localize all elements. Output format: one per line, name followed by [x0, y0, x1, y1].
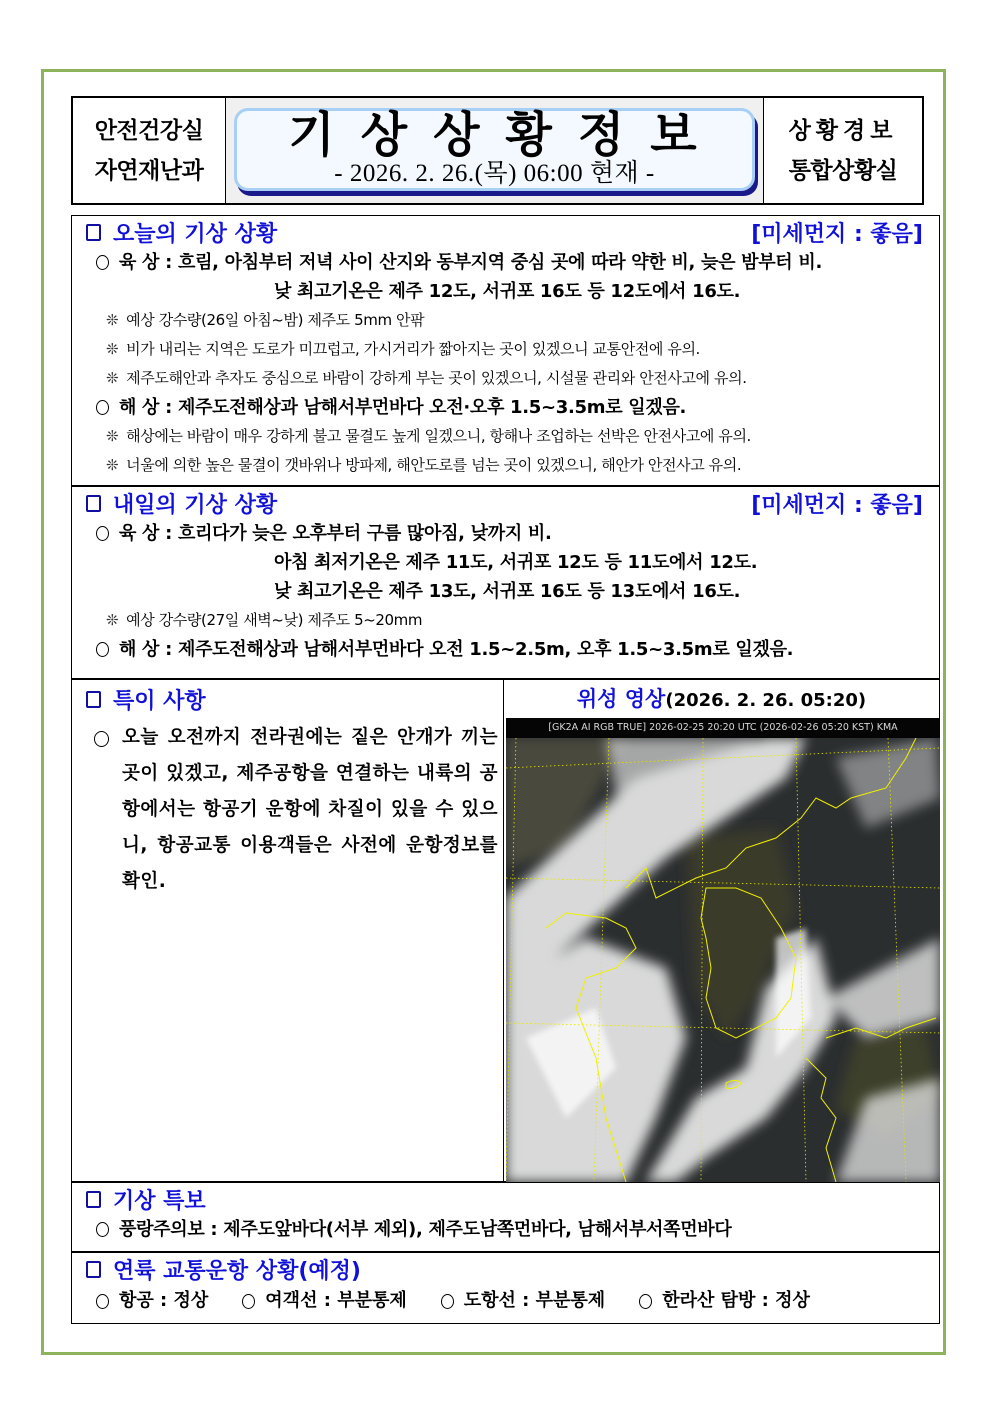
- checkbox-square-icon: [86, 495, 101, 512]
- transport-item-ferry: [208, 1285, 406, 1317]
- land-temperature: 낮 최고기온은 제주 12도, 서귀포 16도 등 12도에서 16도.: [274, 281, 741, 302]
- circle-bullet-icon: [96, 400, 109, 415]
- land-max-temperature: 낮 최고기온은 제주 13도, 서귀포 16도 등 13도에서 16도.: [274, 581, 741, 602]
- note-item: [72, 364, 939, 393]
- weather-warning-section: [71, 1182, 940, 1252]
- special-notes: [72, 680, 504, 1181]
- land-forecast: [72, 519, 939, 548]
- circle-bullet-icon: [441, 1294, 454, 1309]
- land-forecast: [72, 248, 939, 277]
- circle-bullet-icon: [96, 642, 109, 657]
- section-title-text: 내일의 기상 상황: [113, 492, 278, 518]
- satellite-image: [506, 718, 940, 1182]
- circle-bullet-icon: [96, 1294, 109, 1309]
- asterisk-icon: ❊: [106, 311, 119, 329]
- checkbox-square-icon: [86, 691, 101, 708]
- transport-status-list: [72, 1285, 939, 1317]
- transport-status: 한라산 탐방 : 정상: [662, 1290, 810, 1311]
- satellite-time: (2026. 2. 26. 05:20): [665, 690, 867, 711]
- asterisk-icon: ❊: [106, 427, 119, 445]
- section-title: [72, 1183, 939, 1215]
- satellite-panel: [504, 680, 939, 1181]
- warning-text: 풍랑주의보 : 제주도앞바다(서부 제외), 제주도남쪽먼바다, 남해서부서쪽먼바다: [119, 1219, 732, 1240]
- circle-bullet-icon: [94, 731, 109, 747]
- transport-status: 도항선 : 부분통제: [463, 1290, 606, 1311]
- satellite-caption: [GK2A AI RGB TRUE] 2026-02-25 20:20 UTC (2026-02-26 05:20 KST) KMA: [506, 718, 940, 738]
- checkbox-square-icon: [86, 1191, 101, 1208]
- department-label: [73, 98, 226, 203]
- transport-item-air: [72, 1285, 208, 1317]
- note-text: 예상 강수량(27일 새벽~낮) 제주도 5~20mm: [126, 611, 423, 629]
- office-line2: 통합상황실: [788, 157, 898, 184]
- page-title: 기상상황정보: [288, 107, 723, 163]
- department-line2: 자연재난과: [94, 157, 204, 184]
- checkbox-square-icon: [86, 224, 101, 241]
- sea-label: 해 상 :: [119, 397, 173, 418]
- today-weather-section: [71, 215, 940, 486]
- special-notice-text: 오늘 오전까지 전라권에는 짙은 안개가 끼는 곳이 있겠고, 제주공항을 연결하는 내륙의 공항에서는 항공기 운항에 차질이 있을 수 있으니, 항공교통 이용객들은 사전에 운항정보를 확인.: [122, 727, 498, 892]
- satellite-title: [504, 680, 939, 718]
- land-min-temperature: 아침 최저기온은 제주 11도, 서귀포 12도 등 11도에서 12도.: [274, 552, 758, 573]
- circle-bullet-icon: [242, 1294, 255, 1309]
- transport-section: [71, 1252, 940, 1324]
- section-title-text: 연륙 교통운항 상황(예정): [113, 1258, 361, 1284]
- note-item: [72, 335, 939, 364]
- checkbox-square-icon: [86, 1261, 101, 1278]
- title-banner: [234, 108, 755, 191]
- sea-text: 제주도전해상과 남해서부먼바다 오전·오후 1.5~3.5m로 일겠음.: [177, 397, 687, 418]
- land-label: 육 상 :: [119, 252, 173, 273]
- note-text: 제주도해안과 추자도 중심으로 바람이 강하게 부는 곳이 있겠으니, 시설물 관리와 안전사고에 유의.: [126, 369, 747, 387]
- asterisk-icon: ❊: [106, 611, 119, 629]
- note-text: 예상 강수량(26일 아침~밤) 제주도 5mm 안팎: [126, 311, 425, 329]
- special-notice: [122, 720, 498, 900]
- tomorrow-weather-section: [71, 486, 940, 679]
- warning-item: [72, 1215, 939, 1244]
- circle-bullet-icon: [96, 255, 109, 270]
- section-title: [72, 216, 939, 248]
- note-text: 너울에 의한 높은 물결이 갯바위나 방파제, 해안도로를 넘는 곳이 있겠으니, 해안가 안전사고 유의.: [126, 456, 742, 474]
- circle-bullet-icon: [96, 526, 109, 541]
- note-item: [72, 306, 939, 335]
- asterisk-icon: ❊: [106, 369, 119, 387]
- note-item: [72, 422, 939, 451]
- section-title-text: 기상 특보: [113, 1188, 206, 1214]
- note-text: 해상에는 바람이 매우 강하게 불고 물결도 높게 일겠으니, 항해나 조업하는 선박은 안전사고에 유의.: [126, 427, 751, 445]
- section-title-text: 특이 사항: [113, 688, 206, 714]
- circle-bullet-icon: [639, 1294, 652, 1309]
- note-item: [72, 451, 939, 480]
- sea-label: 해 상 :: [119, 639, 173, 660]
- transport-item-hallasan: [605, 1285, 810, 1317]
- department-line1: 안전건강실: [94, 117, 204, 144]
- satellite-map-graphic: [506, 738, 940, 1182]
- section-title: [72, 487, 939, 519]
- office-label: [763, 98, 922, 203]
- transport-status: 항공 : 정상: [119, 1290, 209, 1311]
- sea-forecast: [72, 635, 939, 664]
- note-text: 비가 내리는 지역은 도로가 미끄럽고, 가시거리가 짧아지는 곳이 있겠으니 교통안전에 유의.: [126, 340, 700, 358]
- transport-status: 여객선 : 부분통제: [265, 1290, 407, 1311]
- title-area: [226, 98, 763, 203]
- land-text: 흐리다가 늦은 오후부터 구름 많아짐, 낮까지 비.: [177, 523, 552, 544]
- sea-text: 제주도전해상과 남해서부먼바다 오전 1.5~2.5m, 오후 1.5~3.5m로 일겠음.: [177, 639, 794, 660]
- office-line1: 상황경보: [788, 117, 898, 144]
- fine-dust-status: [미세먼지 : 좋음]: [751, 221, 923, 247]
- section-title: [72, 1253, 939, 1285]
- note-item: [72, 606, 939, 635]
- circle-bullet-icon: [96, 1222, 109, 1237]
- report-datetime: - 2026. 2. 26.(목) 06:00 현재 -: [334, 160, 655, 187]
- land-text: 흐림, 아침부터 저녁 사이 산지와 동부지역 중심 곳에 따라 약한 비, 늦은 밤부터 비.: [177, 252, 822, 273]
- asterisk-icon: ❊: [106, 456, 119, 474]
- header: [71, 96, 924, 205]
- transport-item-island-ferry: [407, 1285, 605, 1317]
- special-section: [71, 679, 940, 1182]
- section-title-text: 오늘의 기상 상황: [113, 221, 278, 247]
- land-label: 육 상 :: [119, 523, 173, 544]
- asterisk-icon: ❊: [106, 340, 119, 358]
- satellite-title-text: 위성 영상: [576, 687, 666, 711]
- section-title: [72, 680, 503, 718]
- fine-dust-status: [미세먼지 : 좋음]: [751, 492, 923, 518]
- sea-forecast: [72, 393, 939, 422]
